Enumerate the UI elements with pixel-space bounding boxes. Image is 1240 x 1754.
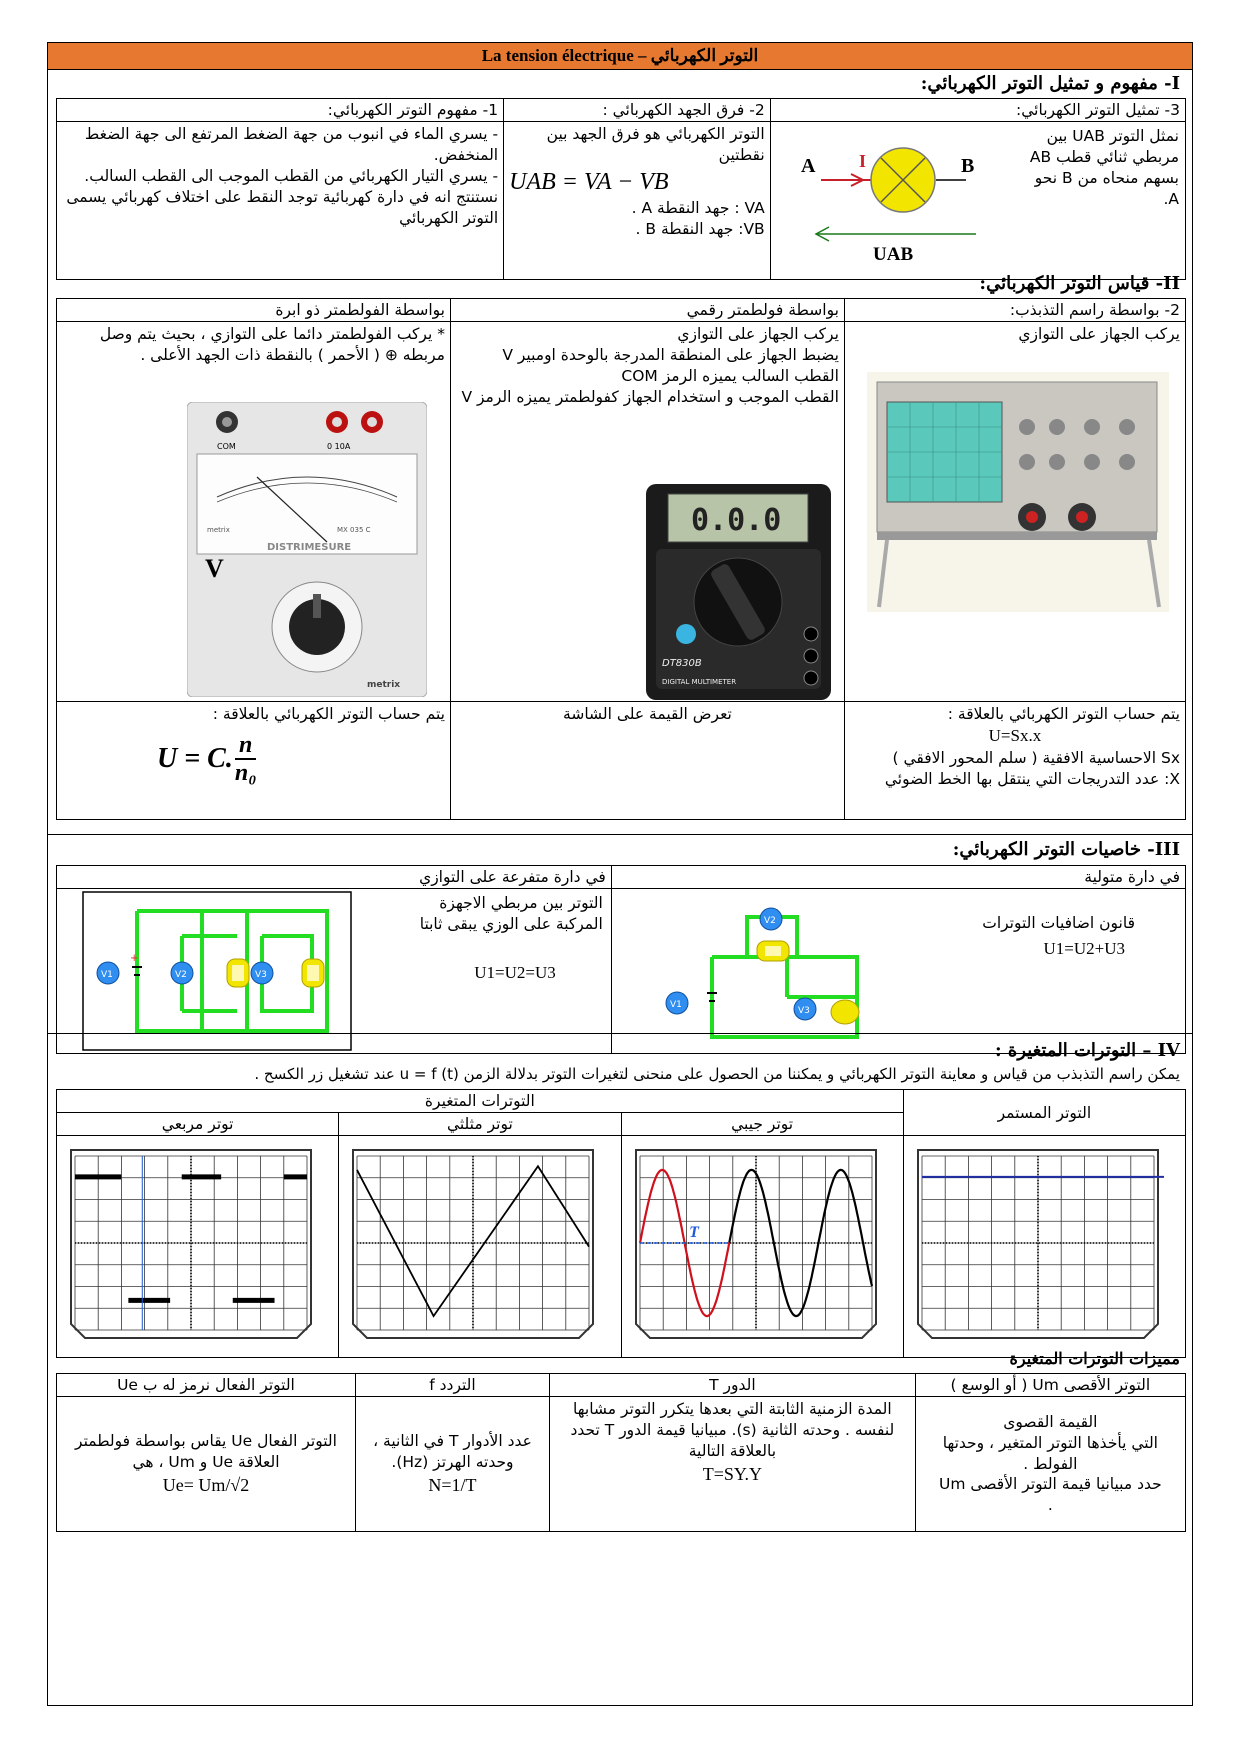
amplitude-line3: حدد مبيانيا قيمة التوتر الأقصى Um [939, 1475, 1162, 1494]
meter-model-label: MX 035 C [337, 526, 371, 534]
amplitude-line2: التي يأخذها التوتر المتغير ، وحدتها الفولط . [942, 1433, 1158, 1473]
page-title: La tension électrique – التوتر الكهربائي [48, 43, 1192, 70]
amplitude-body [915, 1397, 1185, 1532]
s2-col3-bottom-2: U=Sx.x [988, 725, 1042, 745]
frequency-formula: N=1/T [428, 1474, 477, 1495]
triangle-wave-header: توتر مثلثي [339, 1113, 621, 1136]
s2-col1-bottom [57, 702, 451, 820]
section-4-heading: IV – التوترات المتغيرة : [994, 1040, 1180, 1061]
s2-col1-text: * يركب الفولطمتر دائما على التوازي ، بحيث يتم وصل مربطه ⊕ ( الأحمر ) بالنقطة ذات الجهد الأعلى . [99, 325, 445, 364]
formula-fraction [235, 732, 257, 787]
period-body [550, 1397, 916, 1532]
oscilloscope-photo [867, 372, 1169, 612]
s2-col2-line4: القطب الموجب و استخدام الجهاز كفولطمتر يميزه الرمز V [461, 387, 839, 406]
section-2-heading: II- قياس التوتر الكهربائي: [979, 273, 1180, 294]
meter-maker-label: metrix [207, 526, 230, 534]
parallel-v1-label: V1 [101, 970, 113, 980]
s1-col2-line1: التوتر الكهربائي هو فرق الجهد بين نقطتين [546, 125, 765, 164]
s2-col2-line2: يضبط الجهاز على المنطقة المدرجة بالوحدة اومبير V [502, 345, 839, 364]
divider-2 [48, 1033, 1192, 1034]
s1-col3-body [770, 122, 1185, 280]
s3-series-body [611, 889, 1185, 1054]
square-wave-screen [57, 1136, 325, 1356]
parallel-circuit-diagram [82, 891, 352, 1051]
potential-difference-formula: UAB = VA − VB [509, 168, 669, 195]
s2-col2-header: بواسطة فولطمتر رقمي [450, 299, 844, 322]
parallel-v2-label: V2 [175, 970, 187, 980]
section-3-heading: III- خاصيات التوتر الكهربائي: [952, 839, 1180, 860]
rms-header: التوتر الفعال نرمز له ب Ue [57, 1374, 356, 1397]
amplitude-line1: القيمة القصوى [1003, 1412, 1098, 1431]
s1-col3-header: 3- تمثيل التوتر الكهربائي: [770, 99, 1185, 122]
square-wave-cell [57, 1136, 339, 1358]
analog-voltage-formula [157, 732, 257, 787]
uab-label: UAB [872, 244, 913, 262]
s2-col2-line1: يركب الجهاز على التوازي [677, 325, 839, 343]
rms-line2: العلاقة Ue و Um ، هي [132, 1452, 280, 1471]
s2-col1-header: بواسطة الفولطمتر ذو ابرة [57, 299, 451, 322]
triangle-wave-cell [339, 1136, 621, 1358]
s3-series-text: قانون اضافيات التوترات [982, 914, 1135, 932]
s2-col2-line3: القطب السالب يميزه الرمز COM [621, 366, 839, 385]
amplitude-header: التوتر الأقصى Um ( أو الوسع ) [915, 1374, 1185, 1397]
dc-voltage-header: التوتر المستمر [903, 1090, 1185, 1136]
s1-col2-header: 2- فرق الجهد الكهربائي : [504, 99, 771, 122]
svg-text:metrix: metrix [367, 680, 401, 690]
variable-voltages-header: التوترات المتغيرة [57, 1090, 904, 1113]
s3-series-header: في دارة متولية [611, 866, 1185, 889]
s2-col1-bottom-text: يتم حساب التوتر الكهربائي بالعلاقة : [212, 705, 445, 723]
s2-col3-bottom [844, 702, 1185, 820]
s1-col1-line2: - يسري التيار الكهربائي من القطب الموجب الى القطب السالب. [84, 166, 499, 185]
formula-lhs: U = C. [157, 743, 233, 775]
voltage-representation-diagram [791, 132, 991, 262]
section-4-table [56, 1089, 1186, 1358]
s2-col2-body [450, 322, 844, 702]
sine-wave-screen [622, 1136, 890, 1356]
s1-col3-text: نمثل التوتر UAB بين مربطي ثنائي قطب AB بسهم منحاه من B نحو A. [1029, 127, 1179, 208]
amplitude-line4: . [1047, 1496, 1053, 1515]
formula-denominator: n₀ [234, 760, 257, 787]
dc-cell [903, 1136, 1185, 1358]
s1-col1-line3: نستنتج انه في دارة كهربائية توجد النقط على اختلاف كهربائي يسمى التوتر الكهربائي [66, 187, 499, 227]
section-1-heading: I- مفهوم و تمثيل التوتر الكهربائي: [920, 73, 1180, 94]
divider [48, 834, 1192, 835]
formula-numerator: n [235, 732, 256, 760]
s1-col2-body [504, 122, 771, 280]
s3-parallel-body [57, 889, 612, 1054]
analog-voltmeter-photo [187, 402, 427, 697]
s2-col2-bottom: تعرض القيمة على الشاشة [450, 702, 844, 820]
frequency-header: التردد f [355, 1374, 549, 1397]
meter-scale-label: 0 10A [327, 442, 351, 451]
point-b-label: B [960, 155, 975, 177]
period-formula: T=SY.Y [702, 1463, 763, 1484]
current-label: I [858, 151, 866, 171]
rms-body [57, 1397, 356, 1532]
s3-parallel-header: في دارة متفرعة على التوازي [57, 866, 612, 889]
meter-brand-label: DISTRIMESURE [267, 542, 352, 553]
s1-col1-body [57, 122, 504, 280]
s2-col3-header: 2- بواسطة راسم التذبذب: [844, 299, 1185, 322]
s2-col3-bottom-3: Sx الاحساسية الافقية ( سلم المحور الافقي ) [892, 748, 1180, 767]
dmm-display: 0.0.0 [690, 503, 782, 538]
dmm-brand-label: DIGITAL MULTIMETER [661, 678, 737, 686]
course-sheet [47, 42, 1193, 1706]
section-1-table [56, 98, 1186, 280]
series-v2-label: V2 [763, 916, 776, 926]
sine-wave-header: توتر جيبي [621, 1113, 903, 1136]
section-4-intro: يمكن راسم التذبذب من قياس و معاينة التوتر الكهربائي و يمكننا من الحصول على منحنى لتغيرات التوتر بدلالة الزمن u = f (t) عند تشغيل زر الكسح . [254, 1065, 1180, 1083]
frequency-body [355, 1397, 549, 1532]
square-wave-header: توتر مربعي [57, 1113, 339, 1136]
s2-col3-bottom-1: يتم حساب التوتر الكهربائي بالعلاقة : [947, 705, 1180, 723]
s2-col1-body [57, 322, 451, 702]
dmm-model-label: DT830B [661, 658, 702, 669]
digital-multimeter-photo [646, 484, 831, 700]
rms-formula: Ue= Um/√2 [162, 1474, 250, 1495]
s3-parallel-text: التوتر بين مربطي الاجهزة المركبة على الوزي يبقى ثابتا [419, 894, 603, 933]
period-line1: المدة الزمنية الثابتة التي بعدها يتكرر التوتر مشابها لنفسه . وحدته الثانية (s). مبيانيا قيمة الدور T تحدد بالعلاقة التالية [570, 1400, 895, 1460]
period-header: الدور T [550, 1374, 916, 1397]
section-5-table [56, 1373, 1186, 1532]
period-label: T [688, 1224, 699, 1241]
s3-series-law: U1=U2+U3 [1043, 939, 1125, 958]
s1-col1-header: 1- مفهوم التوتر الكهربائي: [57, 99, 504, 122]
s2-col3-body [844, 322, 1185, 702]
series-lamp-2-icon [831, 1000, 859, 1024]
svg-text:+: + [130, 953, 139, 964]
meter-com-label: COM [217, 442, 236, 451]
s1-col2-va: VA : جهد النقطة A . [631, 199, 765, 218]
frequency-line1: عدد الأدوار T في الثانية ، وحدته الهرتز (Hz). [373, 1431, 532, 1471]
meter-v-label: V [205, 554, 224, 583]
series-v1-label: V1 [669, 1000, 682, 1010]
section-5-heading: مميزات التوترات المتغيرة [1009, 1349, 1180, 1368]
s2-col3-text: يركب الجهاز على التوازي [1018, 325, 1180, 343]
s1-col1-line1: - يسري الماء في انبوب من جهة الضغط المرتفع الى جهة الضغط المنخفض. [84, 125, 499, 164]
dc-screen [904, 1136, 1172, 1356]
section-2-table [56, 298, 1186, 820]
triangle-wave-screen [339, 1136, 607, 1356]
series-circuit-diagram [657, 897, 877, 1047]
rms-line1: التوتر الفعال Ue يقاس بواسطة فولطمتر [75, 1431, 337, 1450]
section-3-table [56, 865, 1186, 1054]
s2-col3-bottom-4: X: عدد التدريجات التي ينتقل بها الخط الضوئي [884, 769, 1180, 788]
s3-parallel-law: U1=U2=U3 [474, 963, 556, 982]
series-v3-label: V3 [797, 1006, 810, 1016]
parallel-v3-label: V3 [255, 970, 267, 980]
sine-wave-cell [621, 1136, 903, 1358]
point-a-label: A [800, 155, 816, 177]
s1-col2-vb: VB: جهد النقطة B . [635, 220, 765, 239]
